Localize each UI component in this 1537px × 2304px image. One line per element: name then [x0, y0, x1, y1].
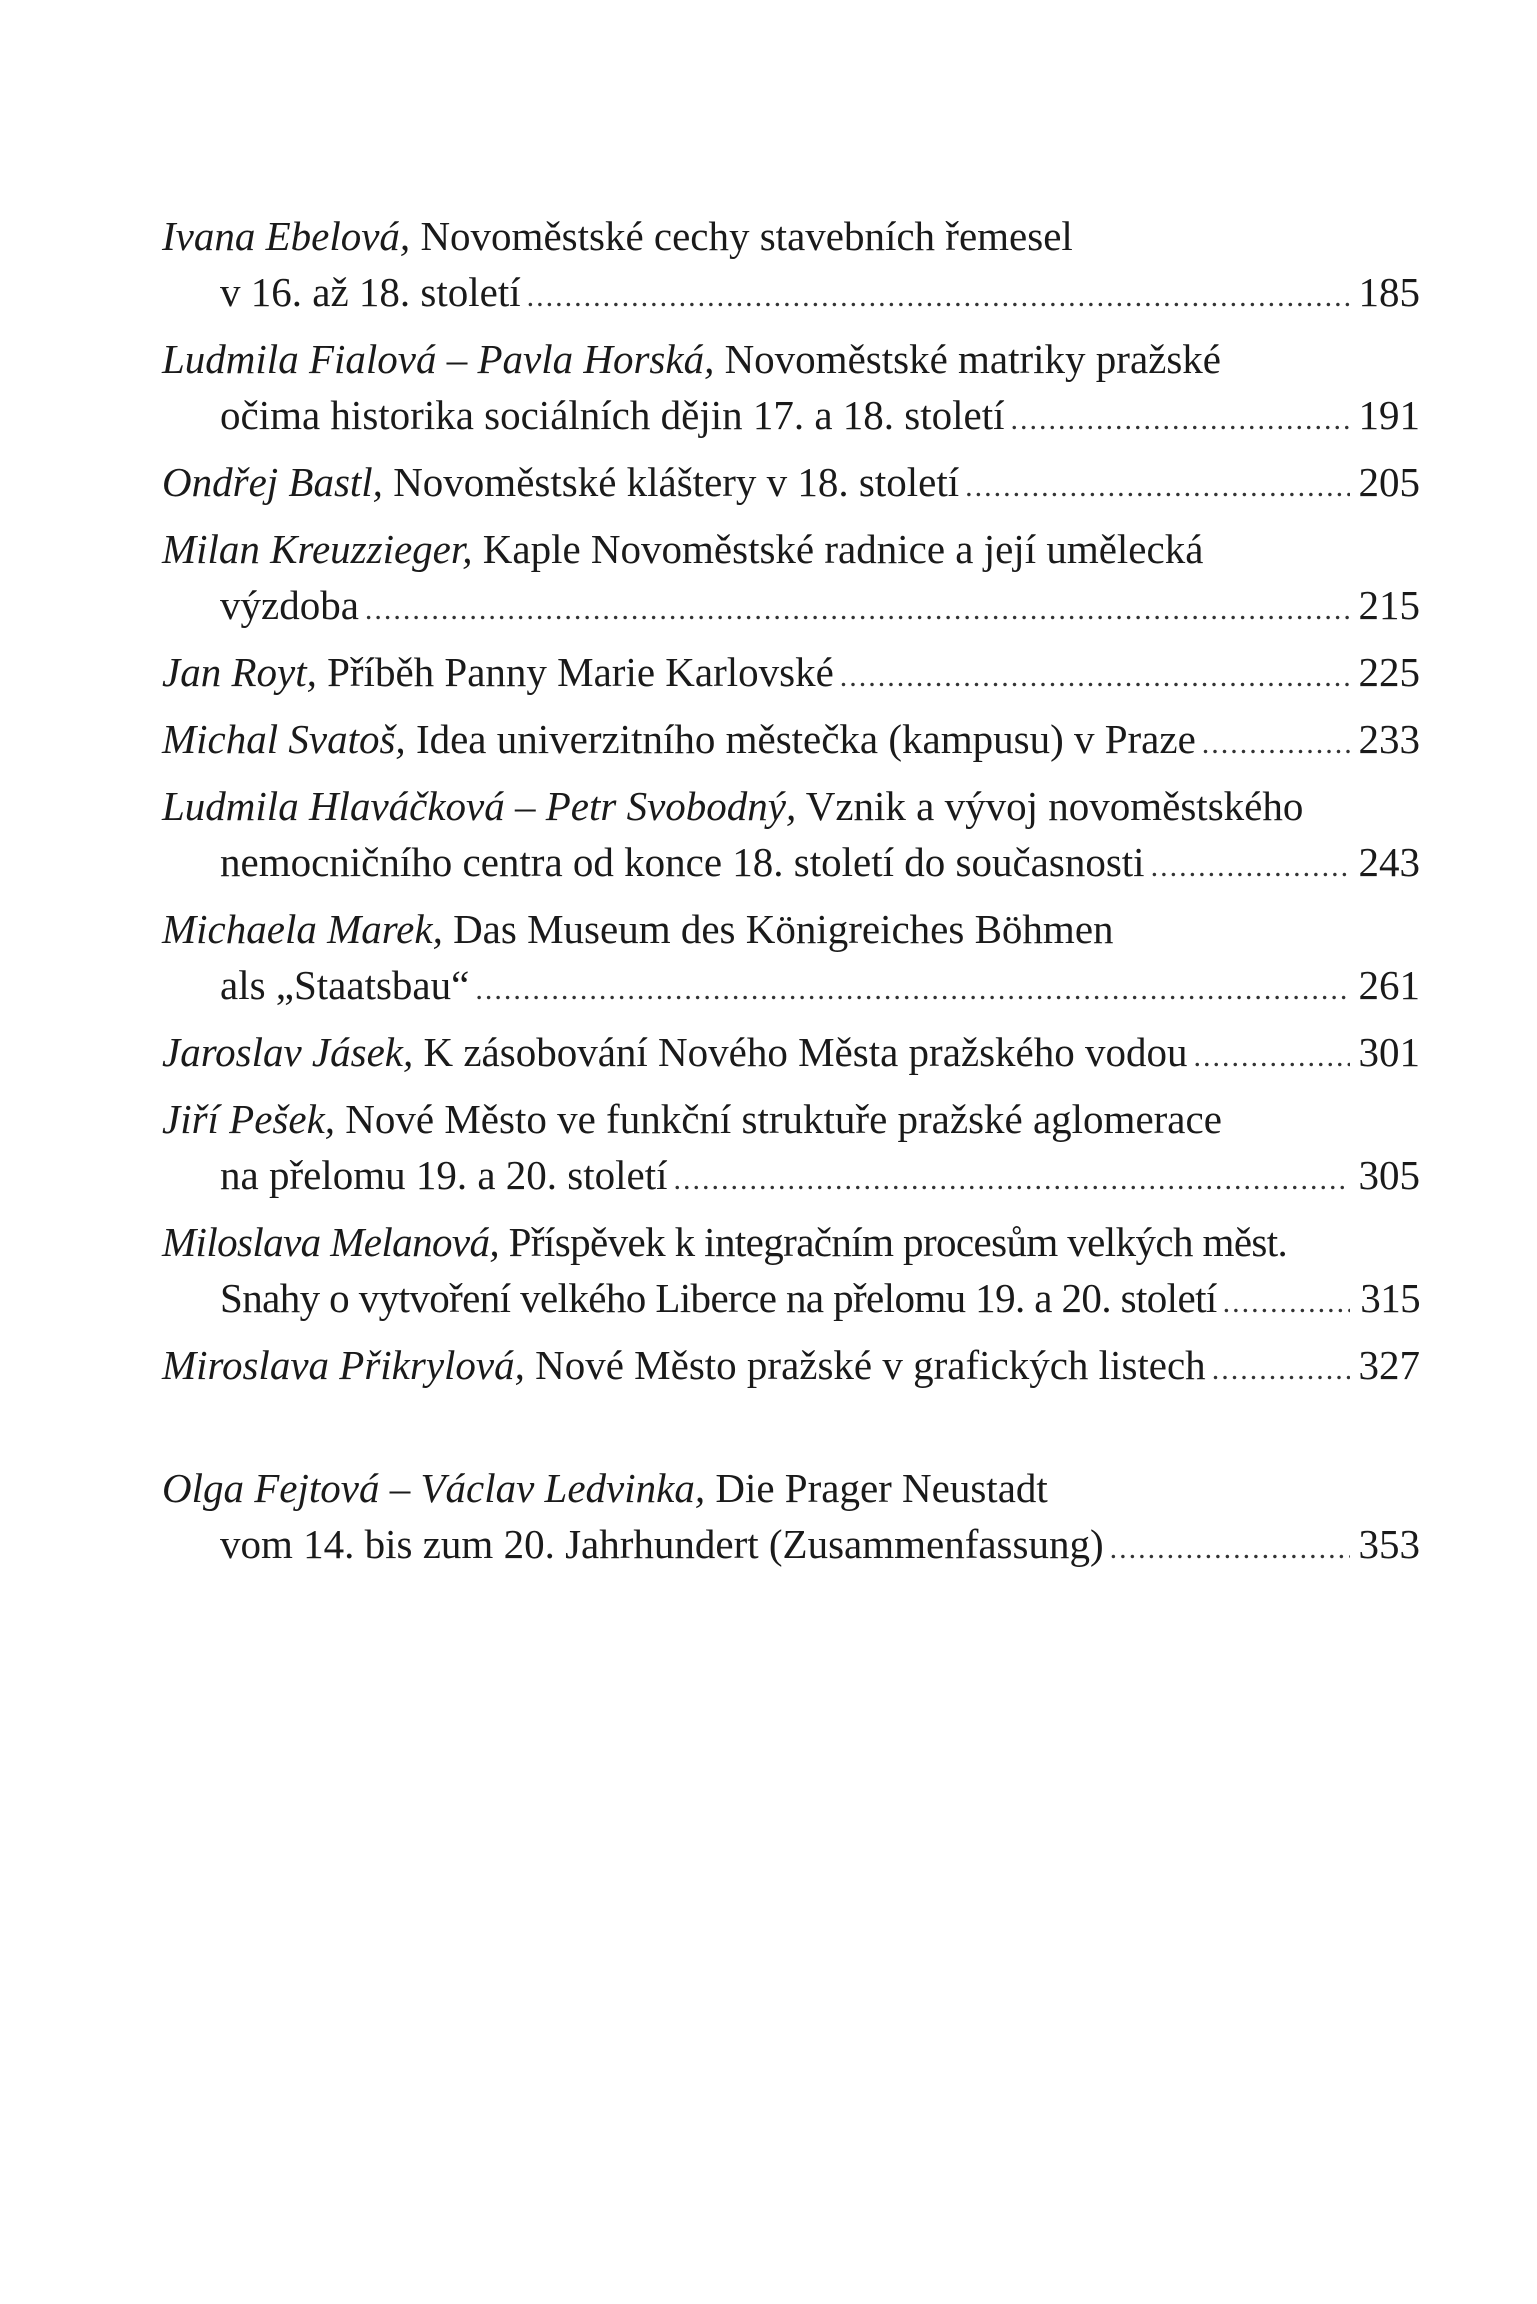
- toc-author: Miroslava Přikrylová,: [162, 1342, 525, 1388]
- toc-title: Die Prager Neustadt: [705, 1465, 1048, 1511]
- toc-entry-leader-line: [162, 957, 1420, 1018]
- toc-page-number: 261: [1358, 962, 1420, 1008]
- toc-entry-text: [162, 1024, 1188, 1080]
- toc-entry-leader-line: [162, 1270, 1420, 1331]
- toc-title: Novoměstské cechy stavebních řemesel: [410, 213, 1073, 259]
- toc-page-number: 225: [1358, 649, 1420, 695]
- toc-entry-leader-line: [162, 1147, 1420, 1208]
- toc-title-continuation: nemocničního centra od konce 18. století do současnosti: [220, 839, 1145, 885]
- toc-entry-first-line: [162, 778, 1420, 834]
- toc-entry: [162, 1091, 1420, 1208]
- toc-entry: [162, 711, 1420, 772]
- dot-leader: [365, 582, 1350, 638]
- toc-entry: [162, 208, 1420, 325]
- dot-leader: [965, 459, 1350, 515]
- toc-author: Jan Royt,: [162, 649, 317, 695]
- toc-author: Jiří Pešek,: [162, 1096, 336, 1142]
- toc-title: Kaple Novoměstské radnice a její umělecká: [472, 526, 1204, 572]
- toc-page-number: 315: [1360, 1275, 1420, 1321]
- toc-entry-leader-line: [162, 644, 1420, 705]
- toc-title: Vznik a vývoj novoměstského: [796, 783, 1304, 829]
- toc-page-number: 353: [1358, 1521, 1420, 1567]
- toc-entry-first-line: [162, 1214, 1420, 1270]
- toc-entry: [162, 778, 1420, 895]
- dot-leader: [1202, 716, 1350, 772]
- dot-leader: [527, 269, 1350, 325]
- toc-author: Olga Fejtová – Václav Ledvinka,: [162, 1465, 706, 1511]
- toc-entry: [162, 1024, 1420, 1085]
- dot-leader: [840, 649, 1350, 705]
- toc-entry-leader-line: [162, 1337, 1420, 1398]
- toc-entry-first-line: [162, 901, 1420, 957]
- dot-leader: [674, 1152, 1351, 1208]
- toc-entry-leader-line: [162, 577, 1420, 638]
- toc-author: Ludmila Hlaváčková – Petr Svobodný,: [162, 783, 797, 829]
- toc-title-continuation: Snahy o vytvoření velkého Liberce na přelomu 19. a 20. století: [220, 1275, 1217, 1321]
- toc-entry: [162, 1460, 1420, 1577]
- toc-title-continuation: v 16. až 18. století: [220, 269, 521, 315]
- toc-page-number: 233: [1358, 716, 1420, 762]
- toc-entry: [162, 901, 1420, 1018]
- toc-entry-first-line: [162, 208, 1420, 264]
- toc-title: Idea univerzitního městečka (kampusu) v Praze: [405, 716, 1196, 762]
- toc-author: Michal Svatoš,: [162, 716, 406, 762]
- toc-title: Příspěvek k integračním procesům velkých měst.: [499, 1219, 1288, 1265]
- toc-title: Příběh Panny Marie Karlovské: [316, 649, 834, 695]
- dot-leader: [1194, 1029, 1351, 1085]
- toc-page-number: 205: [1358, 459, 1420, 505]
- toc-title-continuation: als „Staatsbau“: [220, 962, 470, 1008]
- toc-entry: [162, 331, 1420, 448]
- toc-entry-leader-line: [162, 1516, 1420, 1577]
- dot-leader: [1151, 839, 1350, 895]
- toc-title-continuation: na přelomu 19. a 20. století: [220, 1152, 668, 1198]
- toc-page-number: 305: [1358, 1152, 1420, 1198]
- toc-page-number: 215: [1358, 582, 1420, 628]
- toc-page-number: 327: [1358, 1342, 1420, 1388]
- toc-title: Nové Město pražské v grafických listech: [524, 1342, 1206, 1388]
- toc-author: Ivana Ebelová,: [162, 213, 411, 259]
- toc-title: Das Museum des Königreiches Böhmen: [442, 906, 1114, 952]
- dot-leader: [1212, 1342, 1350, 1398]
- dot-leader: [1110, 1521, 1350, 1577]
- toc-page-number: 185: [1358, 269, 1420, 315]
- toc-entry-first-line: [162, 521, 1420, 577]
- toc-title: K zásobování Nového Města pražského vodou: [413, 1029, 1188, 1075]
- toc-entry-first-line: [162, 1091, 1420, 1147]
- toc-entry: [162, 1337, 1420, 1398]
- toc-entry-text: [162, 644, 834, 700]
- dot-leader: [1011, 392, 1350, 448]
- toc-entry-first-line: [162, 331, 1420, 387]
- toc-author: Jaroslav Jásek,: [162, 1029, 414, 1075]
- toc-entry: [162, 1214, 1420, 1331]
- toc-entry-leader-line: [162, 711, 1420, 772]
- toc-author: Ludmila Fialová – Pavla Horská,: [162, 336, 715, 382]
- toc-title: Novoměstské kláštery v 18. století: [382, 459, 960, 505]
- toc-title: Novoměstské matriky pražské: [714, 336, 1222, 382]
- toc-entry-first-line: [162, 1460, 1420, 1516]
- toc-author: Miloslava Melanová,: [162, 1219, 500, 1265]
- toc-author: Michaela Marek,: [162, 906, 443, 952]
- toc-entry: [162, 644, 1420, 705]
- toc-title-continuation: vom 14. bis zum 20. Jahrhundert (Zusammenfassung): [220, 1521, 1104, 1567]
- dot-leader: [1223, 1275, 1350, 1331]
- toc-page-number: 243: [1358, 839, 1420, 885]
- toc-page-number: 191: [1358, 392, 1420, 438]
- toc-page-number: 301: [1358, 1029, 1420, 1075]
- toc-title-continuation: výzdoba: [220, 582, 359, 628]
- toc-entry: [162, 521, 1420, 638]
- table-of-contents: [162, 208, 1420, 1583]
- toc-entry-leader-line: [162, 264, 1420, 325]
- toc-entry-leader-line: [162, 454, 1420, 515]
- toc-title: Nové Město ve funkční struktuře pražské aglomerace: [335, 1096, 1222, 1142]
- toc-author: Ondřej Bastl,: [162, 459, 383, 505]
- toc-entry-text: [162, 711, 1196, 767]
- toc-author: Milan Kreuzzieger,: [162, 526, 473, 572]
- toc-entry-leader-line: [162, 834, 1420, 895]
- toc-title-continuation: očima historika sociálních dějin 17. a 18. století: [220, 392, 1005, 438]
- dot-leader: [475, 962, 1350, 1018]
- toc-entry-text: [162, 454, 959, 510]
- toc-entry-text: [162, 1337, 1206, 1393]
- toc-entry-leader-line: [162, 387, 1420, 448]
- toc-entry-leader-line: [162, 1024, 1420, 1085]
- toc-entry: [162, 454, 1420, 515]
